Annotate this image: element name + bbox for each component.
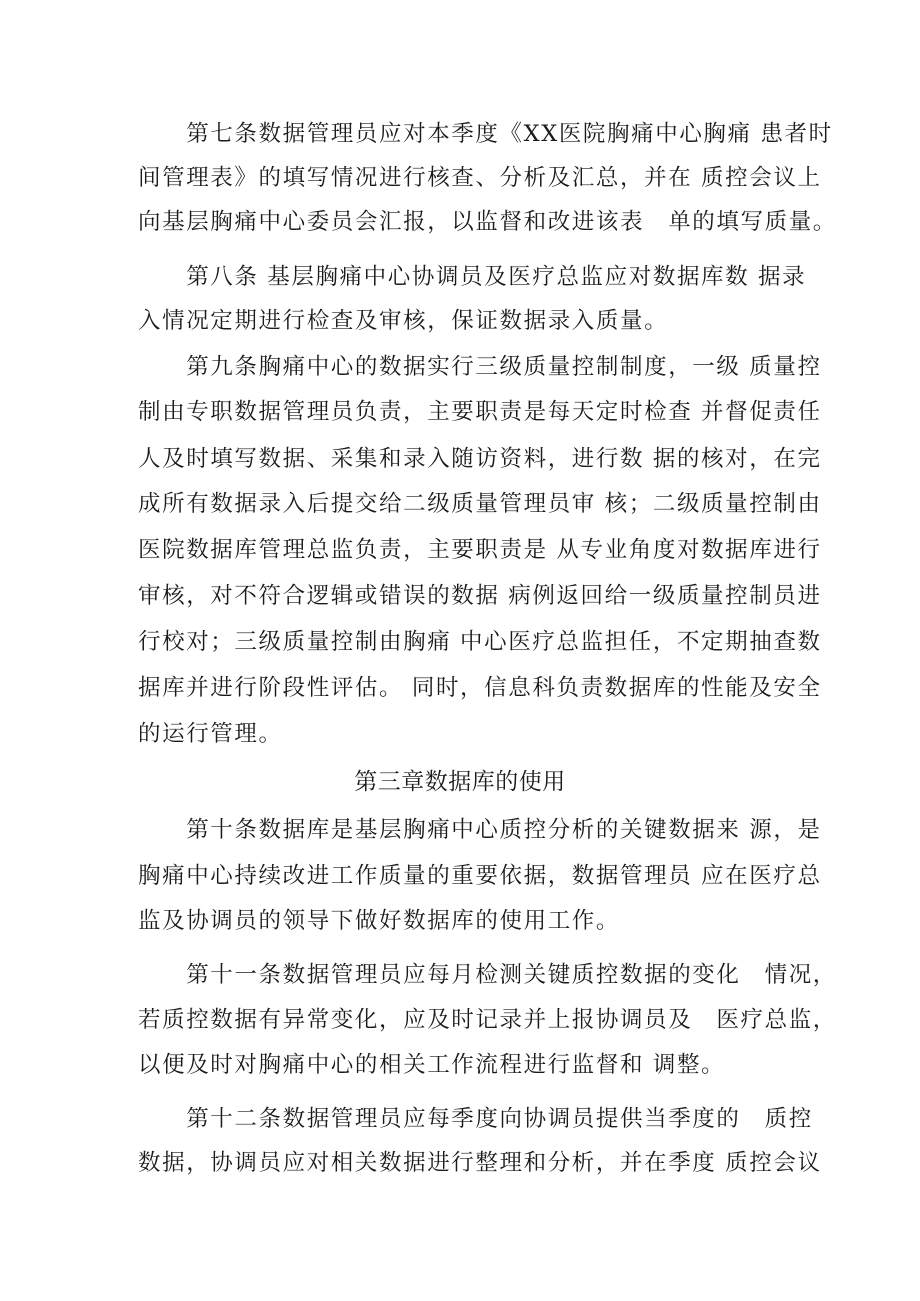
text-line: 行校对；三级质量控制由胸痛 中心医疗总监担任，不定期抽查数 xyxy=(138,629,822,655)
text-line: 胸痛中心持续改进工作质量的重要依据，数据管理员 应在医疗总 xyxy=(138,863,822,889)
text-line: 入情况定期进行检查及审核，保证数据录入质量。 xyxy=(138,308,669,334)
text-line: 向基层胸痛中心委员会汇报，以监督和改进该表 单的填写质量。 xyxy=(138,209,837,235)
text-line: 人及时填写数据、采集和录入随访资料，进行数 据的核对，在完 xyxy=(138,446,822,472)
text-line: 第九条胸痛中心的数据实行三级质量控制制度，一级 质量控 xyxy=(138,354,822,380)
text-line: 的运行管理。 xyxy=(138,721,283,747)
text-line: 制由专职数据管理员负责，主要职责是每天定时检查 并督促责任 xyxy=(138,399,822,425)
text-line: 间管理表》的填写情况进行核查、分析及汇总，并在 质控会议上 xyxy=(138,165,822,191)
text-line: 成所有数据录入后提交给二级质量管理员审 核；二级质量控制由 xyxy=(138,491,822,517)
text-line: 审核，对不符合逻辑或错误的数据 病例返回给一级质量控制员进 xyxy=(138,583,822,609)
text-line: 据库并进行阶段性评估。 同时，信息科负责数据库的性能及安全 xyxy=(138,675,822,701)
text-line: 若质控数据有异常变化，应及时记录并上报协调员及 医疗总监， xyxy=(138,1007,837,1033)
chapter-heading: 第三章数据库的使用 xyxy=(354,769,566,795)
text-line: 监及协调员的领导下做好数据库的使用工作。 xyxy=(138,908,621,934)
text-line: 医院数据库管理总监负责，主要职责是 从专业角度对数据库进行 xyxy=(138,537,822,563)
text-line: 第七条数据管理员应对本季度《XX医院胸痛中心胸痛 患者时 xyxy=(138,121,833,147)
text-line: 第十条数据库是基层胸痛中心质控分析的关键数据来 源，是 xyxy=(138,817,822,843)
text-line: 数据，协调员应对相关数据进行整理和分析，并在季度 质控会议 xyxy=(138,1150,822,1176)
text-line: 以便及时对胸痛中心的相关工作流程进行监督和 调整。 xyxy=(138,1052,726,1078)
text-line: 第十一条数据管理员应每月检测关键质控数据的变化 情况， xyxy=(138,962,837,988)
text-line: 第十二条数据管理员应每季度向协调员提供当季度的 质控 xyxy=(138,1106,813,1132)
text-line: 第八条 基层胸痛中心协调员及医疗总监应对数据库数 据录 xyxy=(138,264,807,290)
